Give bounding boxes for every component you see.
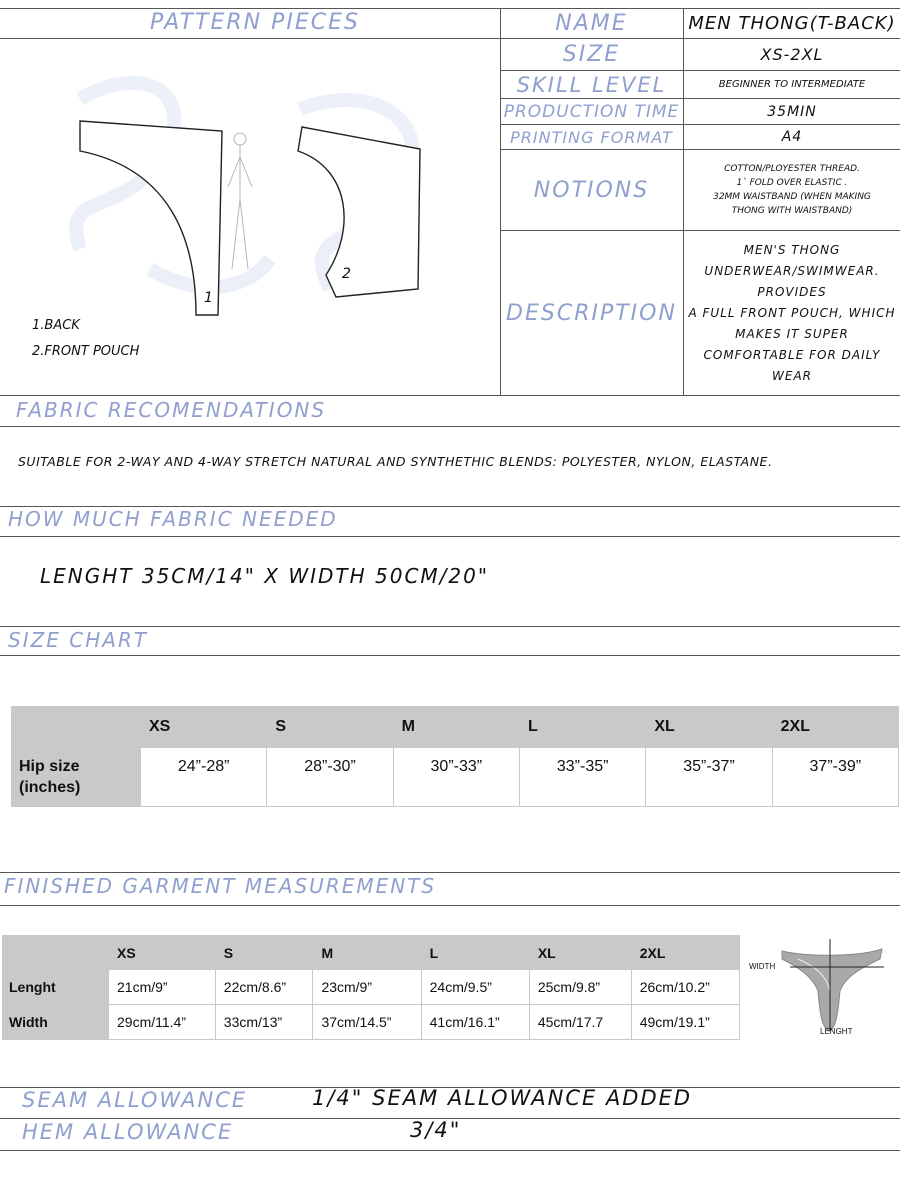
- description-line-4: A FULL FRONT POUCH, WHICH: [688, 305, 896, 320]
- hip-size-value: 33”-35”: [519, 748, 645, 807]
- finished-rule: [0, 905, 900, 906]
- notions-value: [684, 152, 900, 228]
- hip-size-label-line-1: Hip size: [19, 758, 80, 775]
- size-chart-size: XL: [646, 707, 772, 748]
- size-chart-size: 2XL: [772, 707, 898, 748]
- thong-shape: [782, 949, 882, 1031]
- hip-size-value: 35”-37”: [646, 748, 772, 807]
- piece1-number: 1: [204, 290, 214, 306]
- notions-line-2: 1` FOLD OVER ELASTIC .: [736, 178, 848, 188]
- finished-corner: [3, 936, 109, 970]
- width-label: Width: [3, 1005, 109, 1040]
- description-line-7: WEAR: [772, 368, 812, 383]
- description-line-6: COMFORTABLE FOR DAILY: [703, 347, 881, 362]
- length-label: Lenght: [3, 970, 109, 1005]
- fabric-rule: [0, 426, 900, 427]
- description-line-2: UNDERWEAR/SWIMWEAR.: [704, 263, 880, 278]
- finished-size: 2XL: [631, 936, 739, 970]
- hem-allowance-label: HEM ALLOWANCE: [22, 1120, 234, 1144]
- name-value: MEN THONG(T-BACK): [688, 13, 896, 34]
- piece2-number: 2: [342, 266, 352, 282]
- amount-text: LENGHT 35CM/14" X WIDTH 50CM/20": [40, 564, 490, 588]
- finished-table: [2, 935, 740, 1040]
- size-chart-table: [11, 706, 899, 807]
- length-value: 23cm/9”: [313, 970, 421, 1005]
- description-label: DESCRIPTION: [506, 300, 677, 326]
- length-value: 24cm/9.5”: [421, 970, 529, 1005]
- notions-line-3: 32MM WAISTBAND (WHEN MAKING: [713, 192, 871, 202]
- mannequin-figure: [228, 133, 252, 269]
- hem-allowance-value: 3/4": [410, 1118, 462, 1142]
- production-label: PRODUCTION TIME: [503, 101, 680, 122]
- finished-title: FINISHED GARMENT MEASUREMENTS: [4, 874, 437, 898]
- hip-size-value: 37”-39”: [772, 748, 898, 807]
- pattern-pieces-drawing: [0, 39, 500, 395]
- production-value: 35MIN: [767, 103, 817, 120]
- finished-size: S: [215, 936, 313, 970]
- amount-rule: [0, 536, 900, 537]
- width-value: 29cm/11.4”: [109, 1005, 216, 1040]
- finished-header-row: [3, 936, 740, 970]
- seam-allowance-value: 1/4" SEAM ALLOWANCE ADDED: [312, 1086, 693, 1110]
- notions-line-4: THONG WITH WAISTBAND): [731, 206, 853, 216]
- finished-size: XS: [109, 936, 216, 970]
- length-row: [3, 970, 740, 1005]
- width-value: 37cm/14.5”: [313, 1005, 421, 1040]
- notions-label: NOTIONS: [533, 177, 650, 203]
- fabric-text: SUITABLE FOR 2-WAY AND 4-WAY STRETCH NATURAL AND SYNTHETHIC BLENDS: POLYESTER, NYLON, ELASTANE.: [18, 454, 773, 469]
- size-chart-size: M: [393, 707, 519, 748]
- size-chart-header-row: [12, 707, 899, 748]
- size-label: SIZE: [562, 42, 621, 67]
- size-value: XS-2XL: [760, 45, 824, 64]
- back-piece-outline: [80, 121, 222, 315]
- hip-size-value: 28”-30”: [267, 748, 393, 807]
- hem-rule: [0, 1150, 900, 1151]
- size-chart-size: L: [519, 707, 645, 748]
- length-value: 21cm/9”: [109, 970, 216, 1005]
- diagram-length-label: LENGHT: [820, 1027, 853, 1036]
- fabric-title: FABRIC RECOMENDATIONS: [16, 398, 327, 422]
- seam-allowance-label: SEAM ALLOWANCE: [22, 1088, 248, 1112]
- printing-label: PRINTING FORMAT: [510, 127, 673, 147]
- hip-size-value: 24”-28”: [141, 748, 267, 807]
- width-row: [3, 1005, 740, 1040]
- description-line-3: PROVIDES: [757, 284, 827, 299]
- hip-size-label: [12, 748, 141, 807]
- finished-top-rule: [0, 872, 900, 873]
- description-line-1: MEN'S THONG: [743, 242, 841, 257]
- info-bottom-rule: [0, 395, 900, 396]
- hip-size-label-line-2: (inches): [19, 779, 81, 796]
- hip-size-row: [12, 748, 899, 807]
- width-value: 45cm/17.7: [529, 1005, 631, 1040]
- amount-title: HOW MUCH FABRIC NEEDED: [8, 507, 338, 531]
- printing-value: A4: [781, 129, 803, 145]
- size-chart-top-rule: [0, 626, 900, 627]
- legend-front-pouch: 2.FRONT POUCH: [32, 344, 140, 359]
- finished-size: L: [421, 936, 529, 970]
- length-value: 25cm/9.8”: [529, 970, 631, 1005]
- size-chart-size: XS: [141, 707, 267, 748]
- size-chart-title: SIZE CHART: [8, 628, 149, 652]
- width-value: 41cm/16.1”: [421, 1005, 529, 1040]
- skill-value: BEGINNER TO INTERMEDIATE: [718, 79, 866, 90]
- name-label: NAME: [555, 11, 628, 36]
- hip-size-value: 30”-33”: [393, 748, 519, 807]
- skill-label: SKILL LEVEL: [516, 72, 667, 97]
- length-value: 22cm/8.6”: [215, 970, 313, 1005]
- diagram-width-label: WIDTH: [749, 962, 776, 971]
- width-value: 49cm/19.1”: [631, 1005, 739, 1040]
- description-value: [684, 240, 900, 386]
- pattern-pieces-label: PATTERN PIECES: [150, 10, 361, 35]
- description-line-5: MAKES IT SUPER: [735, 326, 849, 341]
- legend-back: 1.BACK: [32, 318, 80, 333]
- size-chart-size: S: [267, 707, 393, 748]
- width-value: 33cm/13”: [215, 1005, 313, 1040]
- finished-size: XL: [529, 936, 631, 970]
- length-value: 26cm/10.2”: [631, 970, 739, 1005]
- size-chart-rule: [0, 655, 900, 656]
- size-chart-corner: [12, 707, 141, 748]
- finished-size: M: [313, 936, 421, 970]
- notions-line-1: COTTON/PLOYESTER THREAD.: [724, 164, 860, 174]
